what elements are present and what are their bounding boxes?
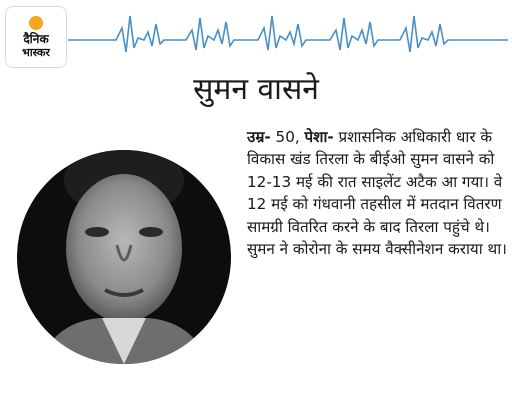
logo-text-line1: दैनिक: [23, 32, 49, 46]
age-value: 50,: [270, 128, 305, 146]
age-label: उम्र-: [247, 128, 271, 146]
profession-label: पेशा-: [304, 128, 334, 146]
profession-value: प्रशासनिक अधिकारी: [333, 128, 452, 146]
profile-description: [247, 126, 509, 260]
dainik-bhaskar-logo: [5, 6, 67, 68]
person-name: सुमन वासने: [193, 72, 319, 107]
sun-icon: [29, 16, 43, 30]
person-photo: [17, 150, 231, 364]
logo-text-line2: भास्कर: [22, 46, 50, 59]
description-text: धार के विकास खंड तिरला के बीईओ सुमन वासने को 12-13 मई की रात साइलेंट अटैक आ गया। वे 12 मई को गंधवानी तहसील में मतदान वितरण सामग्री वितरित करने के बाद तिरला पहुंचे थे। सुमन ने कोरोना के समय वैक्सीनेशन कराया था।: [247, 128, 507, 259]
heartbeat-line-icon: [68, 8, 508, 58]
